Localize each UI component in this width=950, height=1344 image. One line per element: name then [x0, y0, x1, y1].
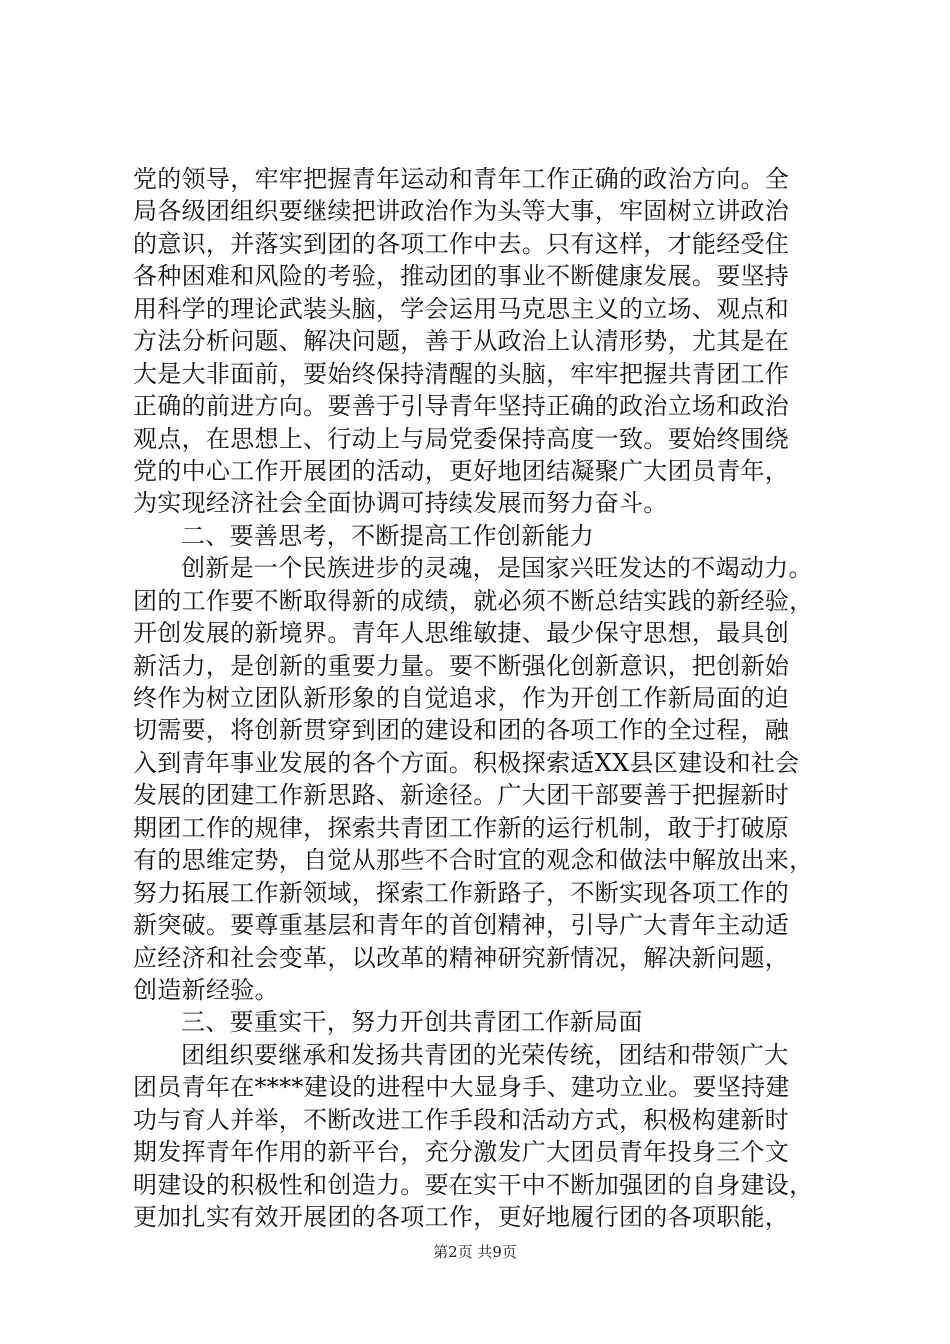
- text-line: 团员青年在****建设的进程中大显身手、建功立业。要坚持建: [133, 1073, 790, 1102]
- text-line: 应经济和社会变革，以改革的精神研究新情况，解决新问题，: [133, 943, 790, 972]
- text-line: 明建设的积极性和创造力。要在实干中不断加强团的自身建设，: [133, 1170, 814, 1199]
- text-line: 功与育人并举，不断改进工作手段和活动方式，积极构建新时: [133, 1105, 790, 1134]
- text-line: 开创发展的新境界。青年人思维敏捷、最少保守思想，最具创: [133, 619, 790, 648]
- text-line: 期团工作的规律，探索共青团工作新的运行机制，敢于打破原: [133, 813, 790, 842]
- text-line: 正确的前进方向。要善于引导青年坚持正确的政治立场和政治: [133, 392, 790, 421]
- text-line: 方法分析问题、解决问题，善于从政治上认清形势，尤其是在: [133, 327, 790, 356]
- text-line: 党的中心工作开展团的活动，更好地团结凝聚广大团员青年，: [133, 456, 790, 485]
- text-line: 的意识，并落实到团的各项工作中去。只有这样，才能经受住: [133, 229, 790, 258]
- text-line: 新活力，是创新的重要力量。要不断强化创新意识，把创新始: [133, 651, 790, 680]
- text-line: 大是大非面前，要始终保持清醒的头脑，牢牢把握共青团工作: [133, 359, 790, 388]
- text-line: 发展的团建工作新思路、新途径。广大团干部要善于把握新时: [133, 781, 790, 810]
- text-line: 各种困难和风险的考验，推动团的事业不断健康发展。要坚持: [133, 262, 790, 291]
- document-body: [133, 163, 838, 1233]
- text-line: 创新是一个民族进步的灵魂，是国家兴旺发达的不竭动力。: [181, 554, 813, 583]
- page-number: 第2页 共9页: [433, 1243, 517, 1261]
- text-line: 期发挥青年作用的新平台，充分激发广大团员青年投身三个文: [133, 1138, 790, 1167]
- text-line: 局各级团组织要继续把讲政治作为头等大事，牢固树立讲政治: [133, 197, 790, 226]
- section-heading: 三、要重实干，努力开创共青团工作新局面: [181, 1008, 643, 1037]
- text-line: 努力拓展工作新领域，探索工作新路子，不断实现各项工作的: [133, 878, 790, 907]
- text-line: 入到青年事业发展的各个方面。积极探索适XX县区建设和社会: [133, 748, 800, 777]
- text-line: 用科学的理论武装头脑，学会运用马克思主义的立场、观点和: [133, 294, 790, 323]
- text-line: 观点，在思想上、行动上与局党委保持高度一致。要始终围绕: [133, 424, 790, 453]
- text-line: 党的领导，牢牢把握青年运动和青年工作正确的政治方向。全: [133, 165, 790, 193]
- text-line: 切需要，将创新贯穿到团的建设和团的各项工作的全过程，融: [133, 716, 790, 745]
- text-line: 创造新经验。: [133, 975, 279, 1004]
- text-line: 团的工作要不断取得新的成绩，就必须不断总结实践的新经验，: [133, 586, 814, 615]
- section-heading: 二、要善思考，不断提高工作创新能力: [181, 521, 595, 550]
- text-line: 有的思维定势，自觉从那些不合时宜的观念和做法中解放出来，: [133, 846, 814, 875]
- text-line: 为实现经济社会全面协调可持续发展而努力奋斗。: [133, 489, 668, 518]
- text-line: 团组织要继承和发扬共青团的光荣传统，团结和带领广大: [181, 1040, 789, 1069]
- text-line: 新突破。要尊重基层和青年的首创精神，引导广大青年主动适: [133, 911, 790, 940]
- text-line: 终作为树立团队新形象的自觉追求，作为开创工作新局面的迫: [133, 684, 790, 712]
- text-line: 更加扎实有效开展团的各项工作，更好地履行团的各项职能，: [133, 1203, 790, 1231]
